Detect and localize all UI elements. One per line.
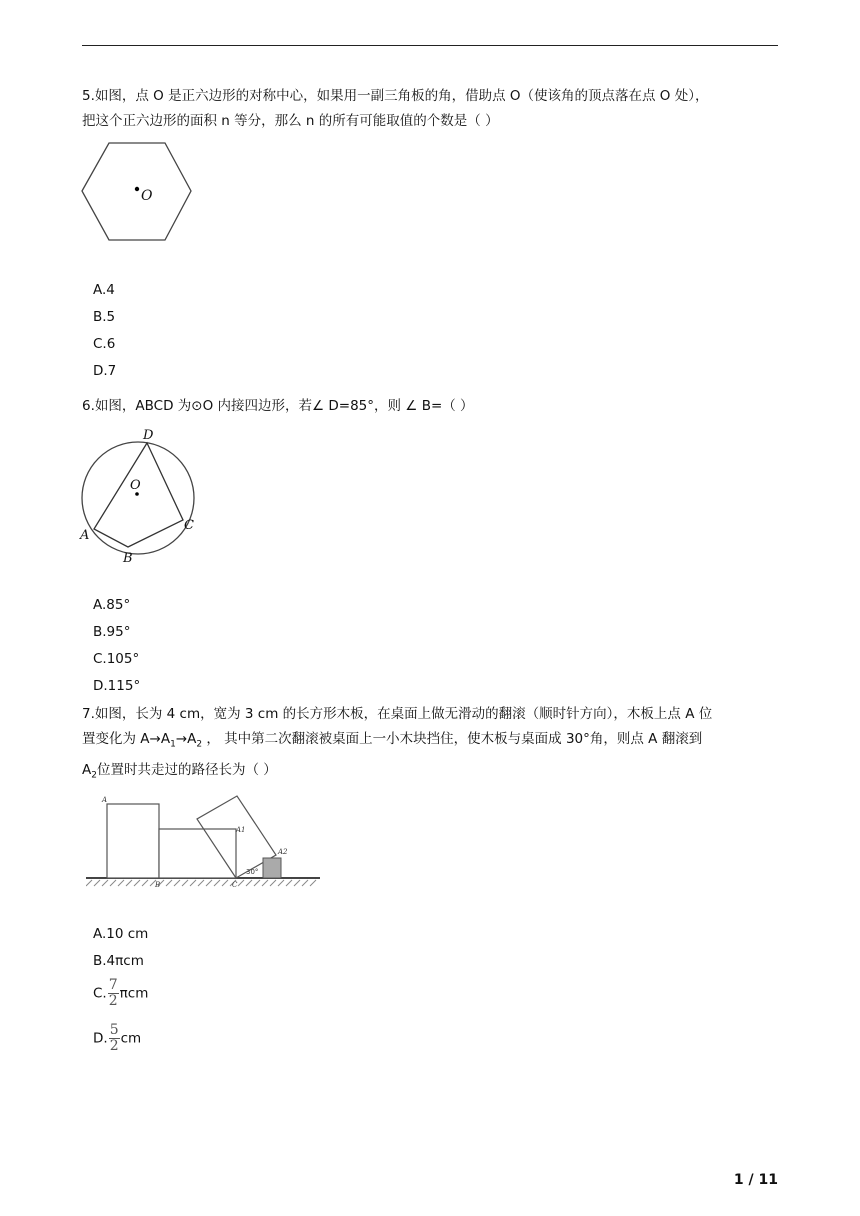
- question-7-option-c[interactable]: C. $\frac{7}{2}$ πcm: [93, 977, 149, 1009]
- label-b: B: [123, 551, 133, 566]
- question-7-option-b[interactable]: B.4πcm: [93, 953, 144, 969]
- question-7-line-2: 置变化为 $A\to A_1\to A_2$ ， 其中第二次翻滚被桌面上一小木块挡住，使木板与桌面成 30°角，则点 A 翻滚到: [82, 731, 703, 750]
- hexagon-figure: [80, 140, 195, 245]
- question-5-line-2: 把这个正六边形的面积 n 等分，那么 n 的所有可能取值的个数是（ ）: [82, 113, 499, 129]
- label-a2: A2: [278, 848, 288, 856]
- hexagon-shape: [82, 143, 191, 240]
- question-6-option-a[interactable]: A.85°: [93, 597, 131, 613]
- quadrilateral-shape: [94, 443, 183, 547]
- question-5-option-a[interactable]: A.4: [93, 282, 115, 298]
- angle-label: 30°: [246, 868, 259, 876]
- question-5-option-b[interactable]: B.5: [93, 309, 116, 325]
- board-position-1: [107, 804, 159, 878]
- question-5-option-d[interactable]: D.7: [93, 363, 117, 379]
- question-7-stem: [82, 702, 782, 788]
- label-b: B: [155, 881, 161, 889]
- question-7-option-d[interactable]: D. $\frac{5}{2}$ cm: [93, 1022, 142, 1054]
- label-c: C: [184, 518, 194, 533]
- table-hatching: [86, 880, 316, 886]
- question-6-line-1: 6.如图，ABCD 为⊙O 内接四边形，若∠ D=85°，则 ∠ B=（ ）: [82, 398, 474, 414]
- header-rule: [82, 45, 778, 46]
- fraction-five-halves: $\frac{5}{2}$: [109, 1022, 119, 1054]
- label-o: O: [130, 478, 141, 493]
- label-a: A: [80, 528, 90, 543]
- center-point: [135, 187, 139, 191]
- question-5-line-1: 5.如图，点 O 是正六边形的对称中心，如果用一副三角板的角，借助点 O（使该角的顶点落在点 O 处），: [82, 88, 709, 104]
- rolling-board-figure: [86, 792, 322, 890]
- question-5-stem: [82, 84, 782, 134]
- question-5-option-c[interactable]: C.6: [93, 336, 116, 352]
- question-7-line-1: 7.如图，长为 4 cm，宽为 3 cm 的长方形木板，在桌面上做无滑动的翻滚（顺时针方向），木板上点 A 位: [82, 706, 713, 722]
- circle-quadrilateral-figure: [76, 426, 201, 566]
- label-c: C: [232, 881, 238, 889]
- small-wooden-block: [263, 858, 281, 878]
- question-6-stem: [82, 394, 782, 419]
- page-number: 1 / 11: [733, 1172, 778, 1188]
- question-6-option-c[interactable]: C.105°: [93, 651, 140, 667]
- label-a: A: [102, 796, 108, 804]
- question-6-option-b[interactable]: B.95°: [93, 624, 131, 640]
- board-position-2: [159, 829, 236, 878]
- fraction-seven-halves: $\frac{7}{2}$: [108, 977, 118, 1009]
- center-label: O: [141, 188, 153, 204]
- question-7-option-a[interactable]: A.10 cm: [93, 926, 149, 942]
- question-7-line-3: $A_2$位置时共走过的路径长为（ ）: [82, 761, 277, 781]
- label-a1: A1: [236, 826, 246, 834]
- label-d: D: [143, 428, 154, 443]
- question-6-option-d[interactable]: D.115°: [93, 678, 141, 694]
